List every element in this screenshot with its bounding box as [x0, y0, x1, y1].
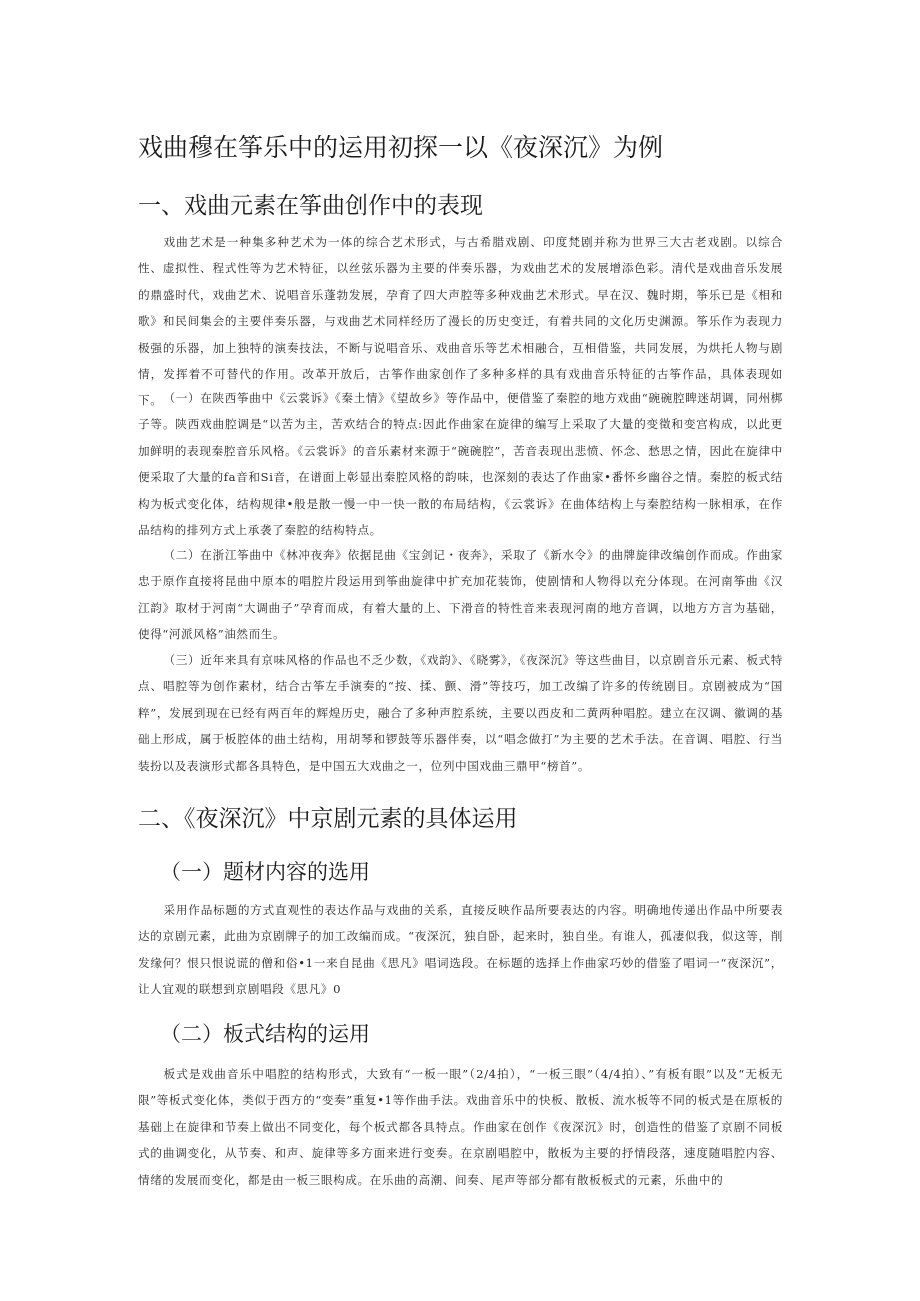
subsection-2-paragraph: 板式是戏曲音乐中唱腔的结构形式，大致有“一板一眼”（2/4拍），“一板三眼”（4/4拍）、”有板有眼”以及“无板无限”等板式变化体，类似于西方的“变奏”重复•1等作曲手法。戏曲音乐中的快板、散板、流水板等不同的板式是在原板的基础上在旋律和节奏上做出不同变化，每个板式都各具特点。作曲家在创作《夜深沉》时，创造性的借鉴了京剧不同板式的曲调变化，从节奏、和声、旋律等多方面来进行变奏。在京剧唱腔中，散板为主要的抒情段落，速度随唱腔内容、情绪的发展而变化，都是由一板三眼构成。在乐曲的高潮、间奏、尾声等部分都有散板板式的元素，乐曲中的 [138, 1067, 783, 1187]
section-1-paragraph-2: （一）在陕西筝曲中《云裳诉》《秦土情》《望故乡》等作品中，便借鉴了秦腔的地方戏曲“碗碗腔睥迷胡调，同州梆子等。陕西戏曲腔调是“以苦为主，苦欢结合的特点:因此作曲家在旋律的编写上采取了大量的变徵和变宫构成，以此更加鲜明的表现秦腔音乐风格。《云裳诉》的音乐素材来源于“碗碗腔”，苦音表现出悲愤、怀念、愁思之情，因此在旋律中便采取了大量的fa音和Si音，在谱面上彰显出秦腔风格的韵味，也深刻的表达了作曲家•番怀乡幽谷之情。秦腔的板式结构为板式变化体，结构规律•般是散一慢一中一快一散的布局结构，《云裳诉》在曲体结构上与秦腔结构一脉相承，在作品结构的排列方式上承袭了秦腔的结构特点。 [138, 391, 783, 538]
subsection-2-heading: （二）板式结构的运用 [160, 1022, 370, 1046]
section-1-paragraph-3: （二）在浙江筝曲中《林冲夜奔》依据昆曲《宝剑记・夜奔》，采取了《新水令》的曲牌旋律改编创作而成。作曲家忠于原作直接将昆曲中原本的唱腔片段运用到筝曲旋律中扩充加花装饰，使剧情和人物得以充分体现。在河南筝曲《汉江韵》取材于河南“大调曲子”孕育而成，有着大量的上、下滑音的特性音来表现河南的地方音调，以地方方言为基础，使得“河派风格”油然而生。 [138, 548, 783, 642]
document-title: 戏曲穆在筝乐中的运用初探一以《夜深沉》为例 [138, 133, 664, 162]
section-1-heading: 一、戏曲元素在筝曲创作中的表现 [138, 193, 483, 219]
subsection-1-heading: （一）题材内容的选用 [160, 860, 370, 884]
subsection-1-paragraph: 采用作品标题的方式直观性的表达作品与戏曲的关系，直接反映作品所要表达的内容。明确地传递出作品中所要表达的京剧元素，此曲为京剧牌子的加工改编而成。“夜深沉，独自卧，起来时，独自坐。有谁人，孤凄似我，似这等，削发缘何？恨只恨说谎的僧和俗•1一来自昆曲《思凡》唱词选段。在标题的选择上作曲家巧妙的借鉴了唱词一“夜深沉”，让人宜观的联想到京剧唱段《思凡》0 [138, 903, 783, 997]
section-1-paragraph-1: 戏曲艺术是一种集多种艺术为一体的综合艺术形式，与古希腊戏剧、印度梵剧并称为世界三大古老戏剧。以综合性、虚拟性、程式性等为艺术特征，以丝弦乐器为主要的伴奏乐器，为戏曲艺术的发展增添色彩。清代是戏曲音乐发展的鼎盛时代，戏曲艺术、说唱音乐蓬勃发展，孕育了四大声腔等多种戏曲艺术形式。早在汉、魏时期，筝乐已是《相和歌》和民间集会的主要伴奏乐器，与戏曲艺术同样经历了漫长的历史变迁，有着共同的文化历史渊源。筝乐作为表现力极强的乐器，加上独特的演奏技法，不断与说唱音乐、戏曲音乐等艺术相融合，互相借鉴，共同发展，为烘托人物与剧情，发挥着不可替代的作用。改革开放后，古筝作曲家创作了多种多样的具有戏曲音乐特征的古筝作品，具体表现如下。 [138, 235, 783, 408]
section-2-heading: 二、《夜深沉》中京剧元素的具体运用 [138, 806, 518, 832]
section-1-paragraph-4: （三）近年来具有京味风格的作品也不乏少数，《戏韵》、《晓雾》，《夜深沉》等这些曲目，以京剧音乐元素、板式特点、唱腔等为创作素材，结合古筝左手演奏的“按、揉、颤、滑”等技巧，加工改编了许多的传统剧目。京剧被成为“国粹”，发展到现在已经有两百年的辉煌历史，融合了多种声腔系统，主要以西皮和二黄两种唱腔。建立在汉调、徽调的基础上形成，属于板腔体的曲土结构，用胡琴和锣鼓等乐器伴奏，以“唱念做打”为主要的艺术手法。在音调、唱腔、行当装扮以及表演形式都各具特色，是中国五大戏曲之一，位列中国戏曲三鼎甲“榜首”。 [138, 653, 783, 773]
